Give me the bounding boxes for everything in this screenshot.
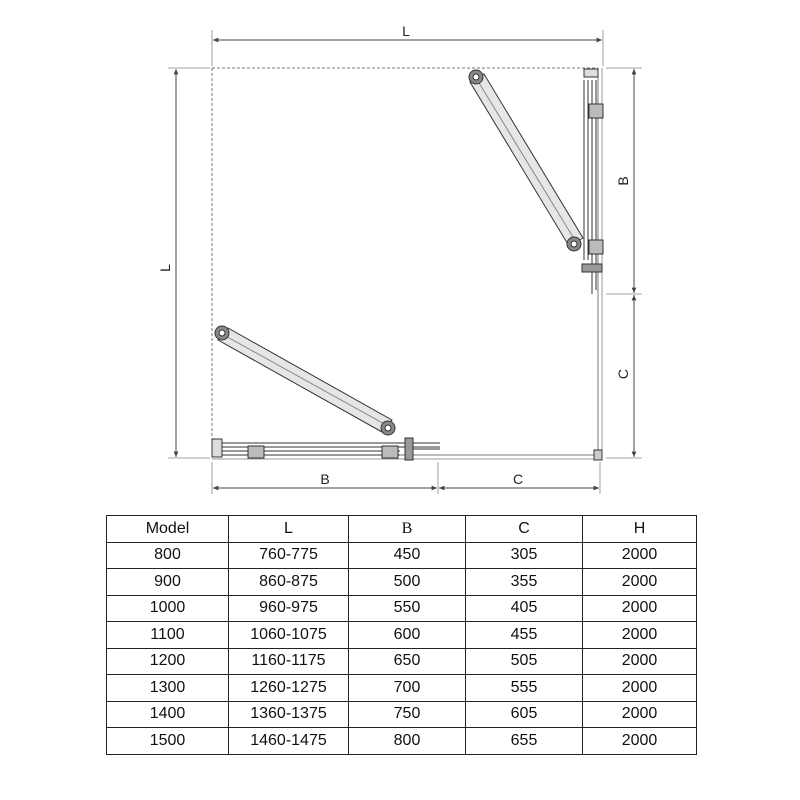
table-cell: 355 (466, 569, 583, 596)
header-h: H (583, 516, 697, 543)
table-cell: 650 (349, 648, 466, 675)
table-cell: 1000 (107, 595, 229, 622)
table-cell: 555 (466, 675, 583, 702)
table-cell: 1460-1475 (229, 728, 349, 755)
bottom-fixed-panel (212, 438, 440, 460)
table-cell: 2000 (583, 542, 697, 569)
model-dimensions-table (106, 515, 697, 755)
label-top-L: L (402, 23, 410, 39)
table-cell: 800 (107, 542, 229, 569)
table-cell: 500 (349, 569, 466, 596)
label-right-B: B (615, 176, 631, 186)
table-cell: 2000 (583, 701, 697, 728)
table-cell: 2000 (583, 675, 697, 702)
table-cell: 1100 (107, 622, 229, 649)
table-cell: 700 (349, 675, 466, 702)
label-bottom-B: B (320, 471, 330, 487)
table-row (107, 569, 697, 596)
table-row (107, 728, 697, 755)
header-b: B (349, 516, 466, 543)
table-cell: 600 (349, 622, 466, 649)
header-c: C (466, 516, 583, 543)
table-row (107, 595, 697, 622)
corner-post (594, 450, 602, 460)
extension-lines (168, 30, 642, 494)
table-cell: 2000 (583, 648, 697, 675)
table-cell: 1360-1375 (229, 701, 349, 728)
table-header-row (107, 516, 697, 543)
table-cell: 405 (466, 595, 583, 622)
table-cell: 900 (107, 569, 229, 596)
header-model: Model (107, 516, 229, 543)
table-cell: 1060-1075 (229, 622, 349, 649)
table-cell: 505 (466, 648, 583, 675)
table-row (107, 675, 697, 702)
right-fixed-panel (582, 69, 603, 294)
table-cell: 2000 (583, 569, 697, 596)
left-pivot-door (215, 326, 395, 435)
table-cell: 960-975 (229, 595, 349, 622)
dimension-lines (176, 40, 634, 488)
table-cell: 2000 (583, 595, 697, 622)
table-cell: 550 (349, 595, 466, 622)
table-cell: 605 (466, 701, 583, 728)
table-cell: 305 (466, 542, 583, 569)
table-row (107, 701, 697, 728)
table-row (107, 648, 697, 675)
table-cell: 1260-1275 (229, 675, 349, 702)
table-row (107, 542, 697, 569)
table-cell: 1300 (107, 675, 229, 702)
table-cell: 750 (349, 701, 466, 728)
header-l: L (229, 516, 349, 543)
table-cell: 760-775 (229, 542, 349, 569)
table-cell: 1160-1175 (229, 648, 349, 675)
table-cell: 450 (349, 542, 466, 569)
label-bottom-C: C (512, 471, 524, 487)
table-cell: 800 (349, 728, 466, 755)
table-cell: 455 (466, 622, 583, 649)
table-cell: 655 (466, 728, 583, 755)
table-cell: 1500 (107, 728, 229, 755)
table-cell: 860-875 (229, 569, 349, 596)
label-right-C: C (615, 368, 631, 380)
table-cell: 2000 (583, 728, 697, 755)
table-row (107, 622, 697, 649)
right-pivot-door (469, 70, 583, 251)
enclosure-outline (212, 68, 602, 459)
table-body (107, 542, 697, 754)
label-left-L: L (157, 264, 173, 272)
table-cell: 2000 (583, 622, 697, 649)
table-cell: 1200 (107, 648, 229, 675)
table-cell: 1400 (107, 701, 229, 728)
